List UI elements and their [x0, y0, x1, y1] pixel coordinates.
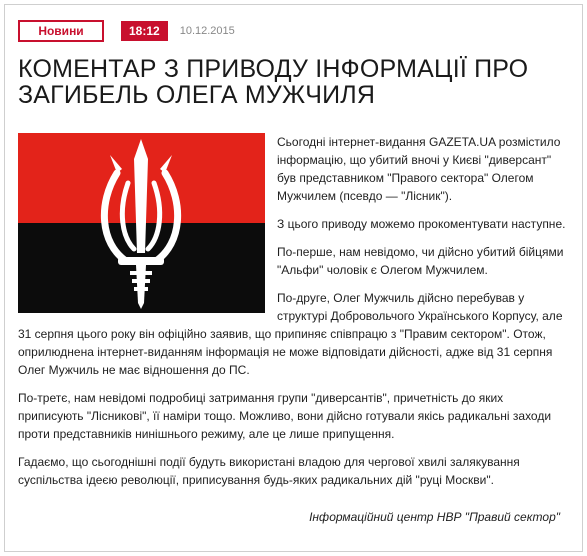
article-signature: Інформаційний центр НВР "Правий сектор": [309, 510, 560, 524]
article-paragraph: Сьогодні інтернет-видання GAZETA.UA розмістило інформацію, що убитий вночі у Києві "диверсант" був представником "Правого сектора" Олегом Мужчилем (псевдо — "Лісник").: [277, 135, 561, 203]
article-paragraph: По-перше, нам невідомо, чи дійсно убитий бійцями "Альфи" чоловік є Олегом Мужчилем.: [277, 245, 564, 277]
article-paragraph: Гадаємо, що сьогоднішні події будуть використані владою для чергової хвилі залякування суспільства ідеєю революції, приписування будь-яких радикальних дій "руці Москви".: [18, 455, 520, 487]
time-badge: 18:12: [121, 21, 168, 41]
article-title: КОМЕНТАР З ПРИВОДУ ІНФОРМАЦІЇ ПРО ЗАГИБЕЛЬ ОЛЕГА МУЖЧИЛЯ: [18, 55, 529, 109]
trident-flag-icon: [18, 133, 265, 313]
category-news-button[interactable]: Новини: [18, 20, 104, 42]
article-paragraph: З цього приводу можемо прокоментувати наступне.: [277, 217, 566, 231]
article-body: [18, 133, 572, 499]
article-meta: [18, 19, 235, 43]
article-paragraph: По-третє, нам невідомі подробиці затримання групи "диверсантів", причетність до яких приписують "Лісникові", її наміри тощо. Можливо, вони дійсно готували якісь радикальні заходи проти представників нинішнього режиму, але це лише припущення.: [18, 391, 552, 441]
article-paragraph: По-друге, Олег Мужчиль дійсно перебував у структурі Добровольчого Українського Корпусу, але 31 серпня цього року він офіційно заявив, що припиняє співпрацю з "Правим сектором". Отож, оприлюднена інтернет-виданням інформація не може відповідати дійсності, адже від 31 серпня Олег Мужчиль не має відношення до ПС.: [18, 291, 563, 377]
publish-date: 10.12.2015: [179, 25, 235, 37]
